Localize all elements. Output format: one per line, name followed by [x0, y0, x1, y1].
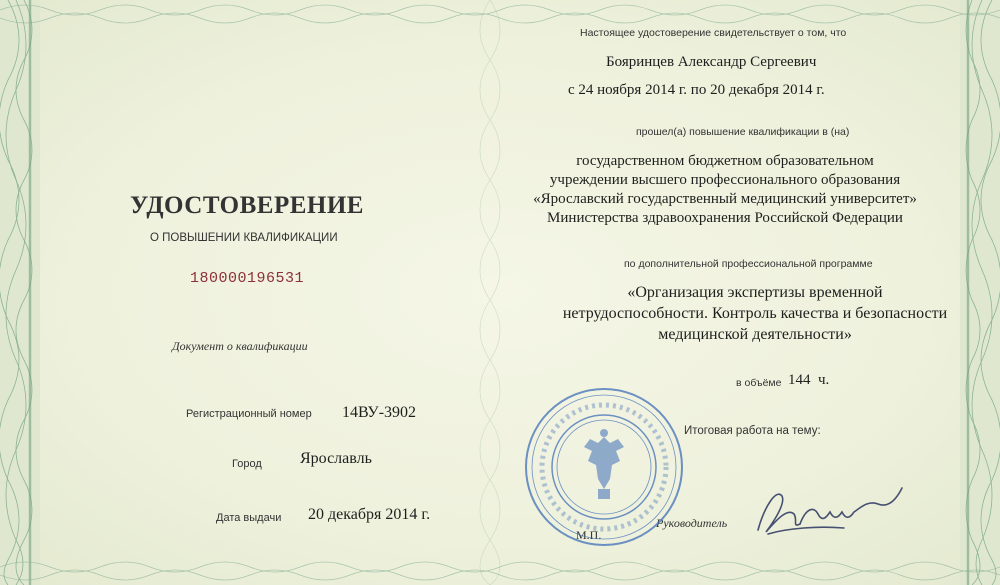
- volume-unit: ч.: [818, 372, 830, 388]
- registration-number-value: 14ВУ-3902: [342, 404, 417, 421]
- program-title-line: нетрудоспособности. Контроль качества и безопасности: [562, 305, 948, 322]
- program-title-block: [485, 282, 1000, 345]
- program-title-line: медицинской деятельности»: [658, 326, 852, 343]
- city-label: Город: [232, 458, 262, 470]
- program-title-line: «Организация экспертизы временной: [627, 284, 883, 301]
- registration-number-label: Регистрационный номер: [186, 408, 312, 420]
- final-work-label: Итоговая работа на тему:: [684, 425, 821, 437]
- program-label: по дополнительной профессиональной программе: [624, 258, 873, 270]
- issue-date-value: 20 декабря 2014 г.: [308, 506, 431, 523]
- stamp-place-label: М.П.: [576, 528, 602, 542]
- official-seal-stamp: [518, 385, 690, 550]
- training-period: с 24 ноября 2014 г. по 20 декабря 2014 г.: [568, 82, 825, 98]
- recipient-name: Бояринцев Александр Сергеевич: [606, 54, 817, 70]
- institution-line: государственном бюджетном образовательном: [576, 153, 874, 169]
- intro-text: Настоящее удостоверение свидетельствует о том, что: [580, 27, 847, 39]
- institution-block: [500, 152, 950, 228]
- institution-line: учреждении высшего профессионального образования: [549, 172, 901, 188]
- institution-line: «Ярославский государственный медицинский университет»: [533, 191, 917, 207]
- supervisor-label: Руководитель: [656, 516, 728, 530]
- document-title: УДОСТОВЕРЕНИЕ: [130, 192, 364, 219]
- left-ornament-border: [0, 0, 40, 585]
- institution-line: Министерства здравоохранения Российской Федерации: [547, 210, 903, 226]
- serial-number: 180000196531: [190, 270, 305, 287]
- issue-date-label: Дата выдачи: [216, 512, 282, 524]
- supervisor-signature: [748, 478, 908, 540]
- volume-hours: 144: [788, 372, 811, 388]
- document-subtitle: О ПОВЫШЕНИИ КВАЛИФИКАЦИИ: [150, 232, 338, 244]
- city-value: Ярославль: [300, 450, 372, 467]
- document-type-label: Документ о квалификации: [172, 339, 308, 353]
- passed-training-text: прошел(а) повышение квалификации в (на): [636, 126, 850, 138]
- volume-label: в объёме: [736, 377, 782, 389]
